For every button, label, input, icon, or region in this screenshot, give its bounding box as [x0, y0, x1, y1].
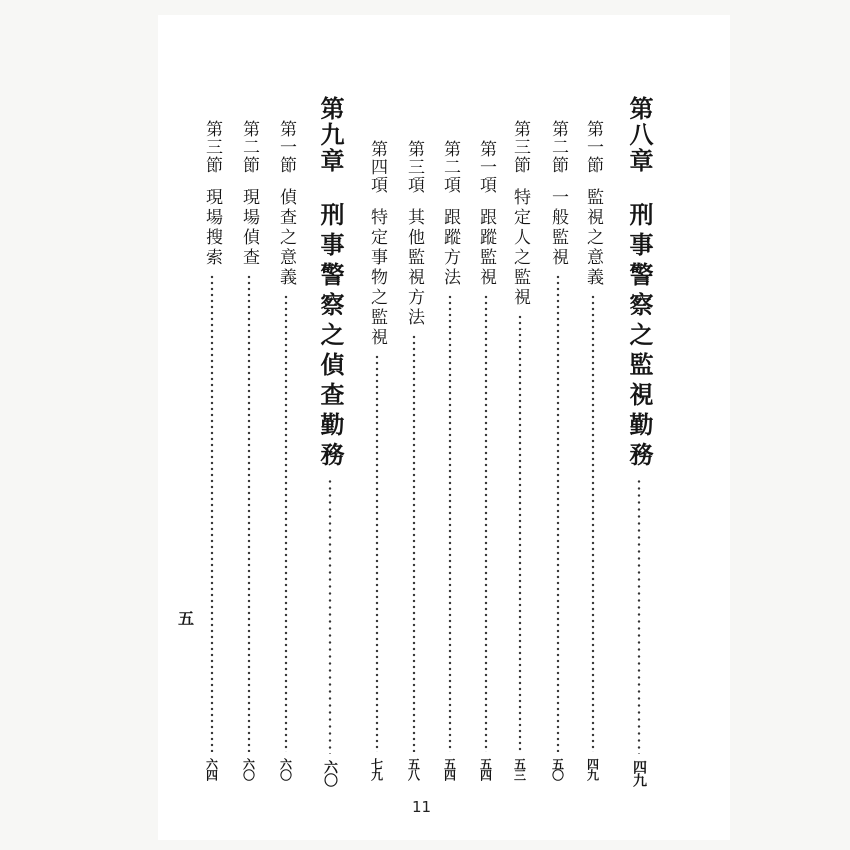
toc-chapter-8 [625, 96, 654, 786]
leader-dots [210, 274, 214, 752]
toc-title: 現場搜索 [202, 188, 222, 268]
leader-dots [484, 294, 488, 752]
toc-title: 偵查之意義 [276, 188, 296, 288]
toc-page-number: 六〇 [278, 758, 293, 780]
toc-label: 第一節 [583, 120, 603, 174]
toc-title: 跟蹤監視 [476, 208, 496, 288]
leader-dots [412, 334, 416, 752]
leader-dots [518, 314, 522, 752]
toc-label: 第一節 [276, 120, 296, 174]
toc-title: 其他監視方法 [404, 208, 424, 328]
leader-dots [328, 478, 332, 754]
toc-label: 第九章 [316, 96, 345, 174]
toc-page-number: 四九 [631, 760, 647, 786]
toc-page-number: 四九 [585, 758, 600, 780]
toc-title: 監視之意義 [583, 188, 603, 288]
toc-label: 第八章 [625, 96, 654, 174]
toc-label: 第二節 [548, 120, 568, 174]
page-number: 11 [412, 798, 432, 816]
toc-label: 第一項 [476, 140, 496, 194]
toc-entry-9-3 [203, 120, 220, 780]
toc-page-number: 六四 [204, 758, 219, 780]
toc-label: 第二節 [239, 120, 259, 174]
toc-entry-9-2 [240, 120, 257, 780]
toc-label: 第三節 [202, 120, 222, 174]
leader-dots [591, 294, 595, 752]
toc-page-number: 五〇 [550, 758, 565, 780]
leader-dots [448, 294, 452, 752]
toc-page-number: 五三 [512, 758, 527, 780]
toc-title: 現場偵查 [239, 188, 259, 268]
toc-entry-8-3 [511, 120, 528, 780]
toc-entry-8-1 [584, 120, 601, 780]
toc-entry-8-3-3 [405, 140, 422, 780]
toc-page-number: 五四 [478, 758, 493, 780]
folio-number: 五 [178, 609, 195, 628]
toc-entry-8-3-2 [441, 140, 458, 780]
toc-page-number: 五四 [442, 758, 457, 780]
toc-label: 第三節 [510, 120, 530, 174]
toc-title: 跟蹤方法 [440, 208, 460, 288]
toc-page-number: 六〇 [241, 758, 256, 780]
toc-title: 一般監視 [548, 188, 568, 268]
toc-title: 特定事物之監視 [367, 208, 387, 348]
toc-title: 刑事警察之監視勤務 [625, 202, 654, 472]
toc-title: 刑事警察之偵查勤務 [316, 202, 345, 472]
leader-dots [637, 478, 641, 754]
toc-page-number: 六〇 [322, 760, 338, 786]
toc-chapter-9 [316, 96, 345, 786]
leader-dots [284, 294, 288, 752]
toc-label: 第二項 [440, 140, 460, 194]
toc-entry-8-3-1 [477, 140, 494, 780]
toc-page-number: 七九 [369, 758, 384, 780]
toc-title: 特定人之監視 [510, 188, 530, 308]
toc-entry-8-2 [549, 120, 566, 780]
leader-dots [556, 274, 560, 752]
toc-label: 第四項 [367, 140, 387, 194]
toc-page-number: 五八 [406, 758, 421, 780]
toc-entry-9-1 [277, 120, 294, 780]
leader-dots [375, 354, 379, 752]
toc-entry-8-3-4 [368, 140, 385, 780]
toc-label: 第三項 [404, 140, 424, 194]
leader-dots [247, 274, 251, 752]
